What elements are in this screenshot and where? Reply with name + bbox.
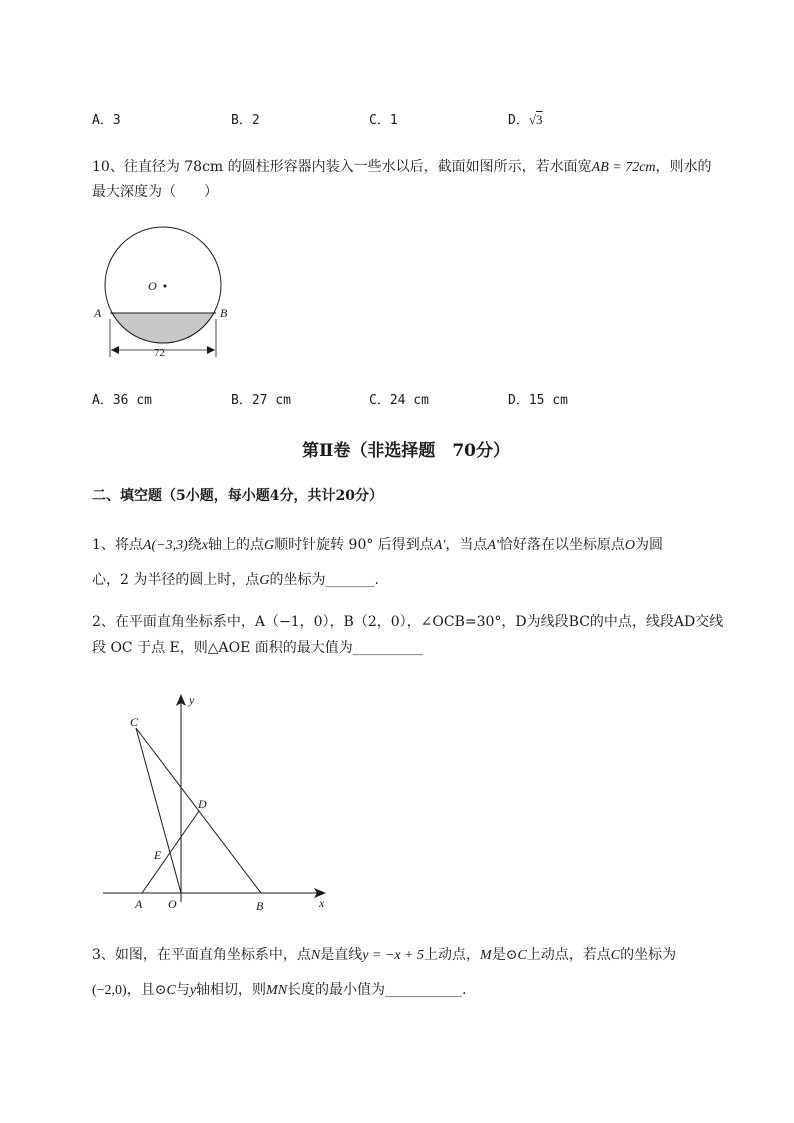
q9-option-c: C．1: [369, 113, 398, 128]
fill3-math-c: C: [610, 948, 621, 963]
q10-option-c: C．24 cm: [369, 393, 429, 408]
arrow-left-icon: [111, 346, 119, 354]
fill3-math-y: y: [189, 983, 197, 998]
label-e: E: [154, 848, 162, 862]
label-d: D: [198, 797, 207, 811]
fill1-line2-math-g: G: [259, 573, 270, 588]
fill1-text-f: 恰好落在以坐标原点: [498, 537, 625, 553]
q10-line1-math: AB = 72cm: [591, 160, 656, 175]
q10-option-d: D．15 cm: [508, 393, 568, 408]
q10-option-a: A．36 cm: [92, 393, 152, 408]
fill1-line2-b: 的坐标为_______.: [269, 572, 379, 588]
fill1-line2-a: 心，2 为半径的圆上时，点: [92, 572, 260, 588]
fill3-line1: [92, 943, 676, 968]
q9-option-d-sqrt-arg: 3: [535, 112, 543, 127]
q9-option-d-prefix: D．: [508, 113, 529, 128]
label-a: A: [135, 897, 143, 911]
fill3-math-line: y = −x + 5: [362, 948, 425, 963]
section-heading: 二、填空题（5小题，每小题4分，共计20分）: [92, 488, 383, 504]
fill1-math-x: x: [201, 538, 208, 553]
fill2-figure: [95, 690, 340, 915]
label-c: C: [130, 715, 139, 729]
segment-co: [136, 728, 181, 893]
center-point: [164, 285, 167, 288]
fill3-text-d: 是: [491, 947, 506, 963]
fill3-math-circle-c-2: ⊙C: [154, 983, 176, 998]
label-b: B: [256, 899, 264, 913]
q9-option-d: D．√3: [508, 112, 543, 128]
water-region: [105, 227, 221, 343]
fill3-line2-d: 长度的最小值为___________.: [287, 982, 467, 998]
fill1-text-g: 为圆: [635, 537, 664, 553]
q10-option-b: B．27 cm: [231, 393, 291, 408]
fill3-line2-b: 与: [175, 982, 190, 998]
fill1-math-a-prime: A': [433, 538, 446, 553]
fill1-text-b: 绕: [187, 537, 202, 553]
fill1-text-c: 轴上的点: [207, 537, 264, 553]
fill3-math-mn: MN: [266, 983, 288, 998]
fill1-math-o: O: [624, 538, 636, 553]
fill1-line2: [92, 568, 379, 593]
label-b: B: [220, 306, 228, 320]
fill3-text-b: 是直线: [320, 947, 363, 963]
q10-line1-b: ，则水的: [655, 159, 712, 175]
fill2-line1: 2、在平面直角坐标系中，A（−1，0），B（2，0），∠OCB=30°，D为线段BC的中点，线段AD交线: [92, 614, 724, 630]
label-o: O: [168, 897, 177, 911]
label-o: O: [148, 279, 157, 293]
fill1-text-e: ，当点: [445, 537, 488, 553]
fill3-math-m: M: [480, 948, 492, 963]
segment-ad: [142, 811, 199, 893]
fill3-math-circle-c: ⊙C: [505, 948, 527, 963]
width-label: 72: [154, 347, 165, 359]
fill1-text-a: 1、将点: [92, 537, 143, 553]
part2-title: 第Ⅱ卷（非选择题 70分）: [302, 441, 510, 461]
fill3-line2-a: ，且: [126, 982, 155, 998]
fill1-math-g: G: [263, 538, 275, 553]
label-a: A: [94, 306, 102, 320]
fill1-math-point-a: A(−3,3): [142, 538, 188, 553]
fill3-math-coord: (−2,0): [92, 983, 127, 998]
fill2-line2: 段 OC 于点 E，则△AOE 面积的最大值为__________: [92, 640, 423, 656]
q10-line2: 最大深度为（ ）: [92, 184, 218, 200]
arrow-right-icon: [207, 346, 215, 354]
fill1-line1: [92, 533, 663, 558]
q10-line1-a: 10、往直径为 78cm 的圆柱形容器内装入一些水以后，截面如图所示，若水面宽: [92, 159, 592, 175]
q10-figure: [88, 225, 238, 365]
fill3-text-e: 上动点，若点: [526, 947, 611, 963]
fill1-math-a-prime-2: A': [487, 538, 499, 553]
fill3-line2: [92, 978, 466, 1003]
fill3-text-a: 3、如图，在平面直角坐标系中，点: [92, 947, 311, 963]
fill3-text-c: 上动点，: [424, 947, 481, 963]
label-y: y: [189, 693, 195, 707]
label-x: x: [319, 896, 325, 910]
q9-option-b: B．2: [231, 113, 260, 128]
q10-line1: [92, 155, 712, 180]
fill1-text-d: 顺时针旋转 90° 后得到点: [274, 537, 434, 553]
fill3-text-f: 的坐标为: [620, 947, 677, 963]
fill3-line2-c: 轴相切，则: [196, 982, 267, 998]
q9-option-a: A．3: [92, 113, 121, 128]
fill3-math-n: N: [310, 948, 321, 963]
